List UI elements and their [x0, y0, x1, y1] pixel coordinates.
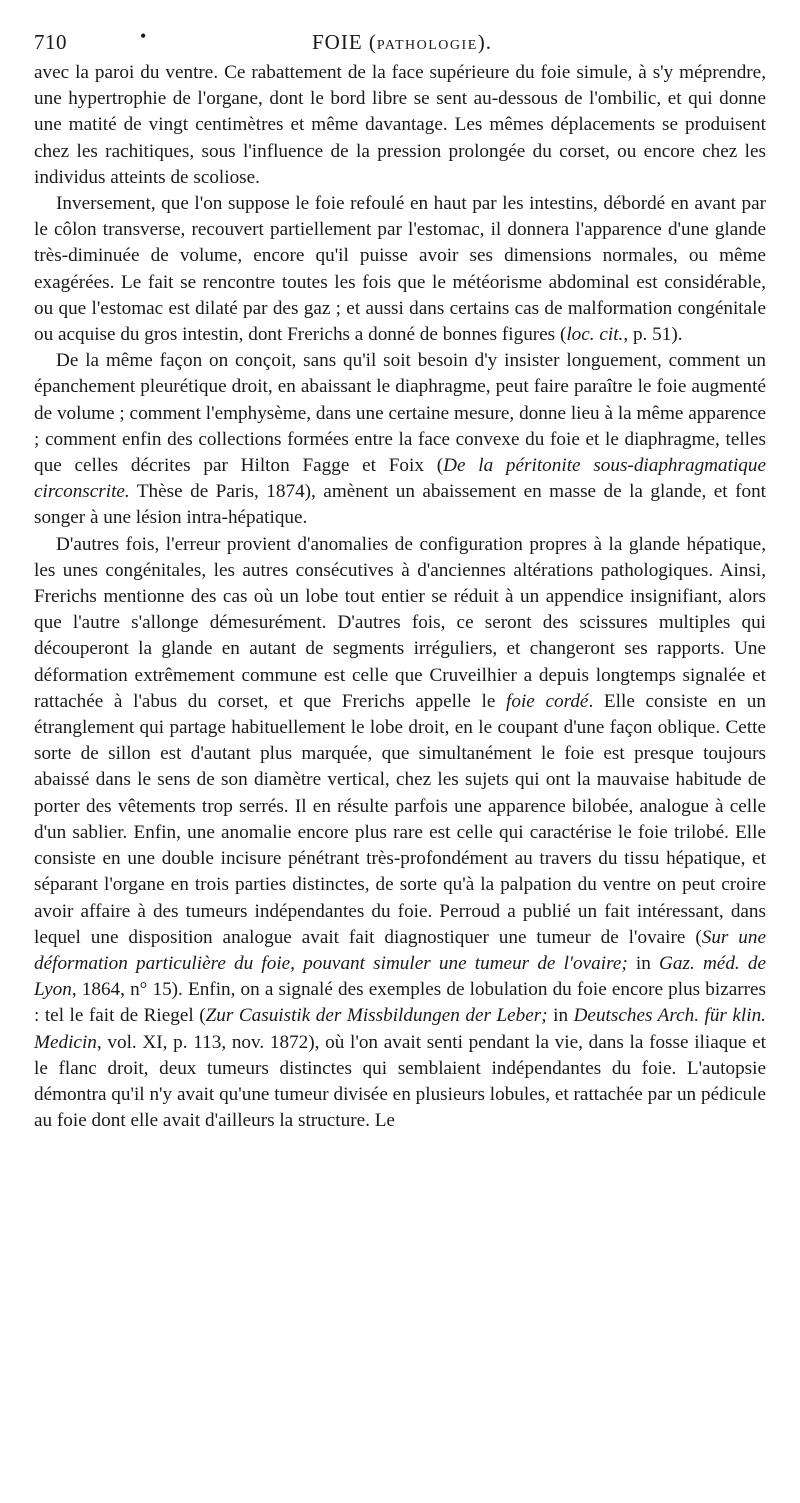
text-run: Inversement, que l'on suppose le foie refoulé en haut par les intestins, débordé en avant par le côlon transverse, recouvert partiellement par l'estomac, il donnera l'apparence d'une glande très-diminuée de volume, encore qu'il puisse avoir ses dimensions normales, ou même exagérées. Le fait se rencontre toutes les fois que le météorisme abdominal est considérable, ou que l'estomac est dilaté par des gaz ; et aussi dans certains cas de malformation congénitale ou acquise du gros intestin, dont Frerichs a donné de bonnes figures ( — [34, 193, 766, 346]
text-run: , 1864, n° 15). Enfin, on a signalé des exemples de lobulation du foie encore plus bizarres : tel le fait de Riegel ( — [34, 979, 766, 1027]
text-run: in — [547, 1005, 574, 1027]
text-run: avec la paroi du ventre. Ce rabattement de la face supérieure du foie simule, à s'y méprendre, une hypertrophie de l'organe, dont le bord libre se sent au-dessous de l'ombilic, et qui donne une matité de vingt centimètres et même davantage. Les mêmes déplacements se produisent chez les rachitiques, sous l'influence de la pression prolongée du corset, ou encore chez les individus atteints de scoliose. — [34, 62, 766, 188]
book-page — [34, 26, 766, 1134]
body-text — [34, 60, 766, 1134]
text-run: Thèse de Paris, 1874), amènent un abaissement en masse de la glande, et font songer à une lésion intra-hépatique. — [34, 481, 766, 529]
text-run: . Elle consiste en un étranglement qui partage habituellement le lobe droit, en le coupant d'une façon oblique. Cette sorte de sillon est d'autant plus marquée, que simultanément le foie est presque toujours abaissé dans le sens de son diamètre vertical, chez les sujets qui ont la mauvaise habitude de porter des vêtements trop serrés. Il en résulte parfois une apparence bilobée, analogue à celle d'un sablier. Enfin, une anomalie encore plus rare est celle qui caractérise le foie trilobé. Elle consiste en une double incisure pénétrant très-profondément au travers du tissu hépatique, et séparant l'organe en trois parties distinctes, de sorte qu'à la palpation du ventre on peut croire avoir affaire à des tumeurs indépendantes du foie. Perroud a publié un fait intéressant, dans lequel une disposition analogue avait fait diagnostiquer une tumeur de l'ovaire ( — [34, 690, 766, 948]
running-title-main: FOIE ( — [312, 30, 377, 54]
italic-citation: loc. cit. — [566, 324, 624, 346]
italic-citation: Deutsches Arch. für klin. Medicin — [34, 1005, 766, 1053]
italic-citation: Sur une déformation particulière du foie, pouvant simuler une tumeur de l'ovaire; — [34, 926, 766, 974]
running-title-end: ). — [477, 30, 492, 54]
text-run: in — [627, 952, 660, 974]
page-number: 710 — [34, 30, 67, 54]
running-title — [312, 30, 492, 55]
paragraph — [34, 191, 766, 348]
text-run: D'autres fois, l'erreur provient d'anomalies de configuration propres à la glande hépatique, les unes congénitales, les autres consécutives à d'anciennes altérations pathologiques. Ainsi, Frerichs mentionne des cas où un lobe tout entier se réduit à un appendice insignifiant, alors que l'autre s'allonge démesurément. D'autres fois, ce seront des scissures multiples qui découperont la glande en autant de segments irréguliers, et changeront ses rapports. Une déformation extrêmement commune est celle que Cruveilhier a depuis longtemps signalée et rattachée à l'abus du corset, et que Frerichs appelle le — [34, 533, 766, 712]
text-run: De la même façon on conçoit, sans qu'il soit besoin d'y insister longuement, comment un épanchement pleurétique droit, en abaissant le diaphragme, peut faire paraître le foie augmenté de volume ; comment l'emphysème, dans une certaine mesure, donne lieu à la même apparence ; comment enfin des collections formées entre la face convexe du foie et le diaphragme, telles que celles décrites par Hilton Fagge et Foix ( — [34, 350, 766, 477]
italic-citation: foie cordé — [506, 690, 589, 712]
text-run: , p. 51). — [623, 324, 683, 346]
italic-citation: Zur Casuistik der Missbildungen der Leber; — [205, 1005, 548, 1027]
italic-citation: De la péritonite sous-diaphragmatique circonscrite. — [34, 455, 767, 503]
italic-citation: Gaz. méd. de Lyon — [34, 952, 766, 1001]
header-bullet: • — [140, 26, 147, 46]
paragraph — [34, 60, 766, 191]
running-head — [34, 26, 766, 60]
paragraph — [34, 532, 766, 1135]
paragraph — [34, 348, 766, 531]
running-title-smallcaps: PATHOLOGIE — [376, 38, 478, 53]
text-run: , vol. XI, p. 113, nov. 1872), où l'on avait senti pendant la vie, dans la fosse iliaque et le flanc droit, deux tumeurs distinctes qui semblaient indépendantes du foie. L'autopsie démontra qu'il n'y avait qu'une tumeur divisée en plusieurs lobules, et rattachée par un pédicule au foie dont elle avait d'ailleurs la structure. Le — [34, 1031, 766, 1132]
